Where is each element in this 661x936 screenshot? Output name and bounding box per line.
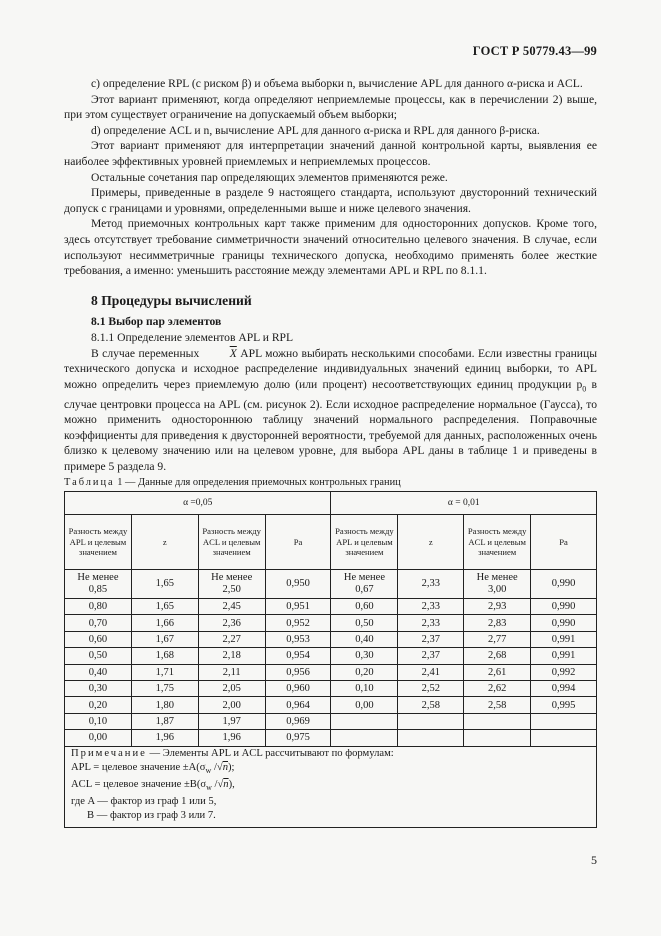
table-cell: 1,65 (131, 570, 198, 599)
table-cell: 0,960 (265, 680, 331, 696)
table-cell: 0,952 (265, 615, 331, 631)
table-cell: 0,991 (531, 648, 597, 664)
table-cell: 1,80 (131, 697, 198, 713)
table-row (65, 680, 597, 696)
table-cell: 0,956 (265, 664, 331, 680)
formula-apl-n: n (222, 762, 228, 773)
table-cell: 0,953 (265, 631, 331, 647)
table-cell: 1,87 (131, 713, 198, 729)
table-cell: 1,75 (131, 680, 198, 696)
table-cell: 2,37 (398, 631, 464, 647)
col-diff-acl-2: Разность между ACL и целевым значением (464, 515, 531, 570)
table-cell: 2,58 (398, 697, 464, 713)
table-cell: 1,96 (198, 730, 265, 746)
table-cell: 0,40 (65, 664, 132, 680)
table-cell: 2,00 (198, 697, 265, 713)
table-cell (464, 713, 531, 729)
paragraph-case (64, 346, 597, 475)
table-cell: 1,71 (131, 664, 198, 680)
note-label: Примечание (71, 748, 147, 759)
formula-acl-end: ), (228, 779, 235, 791)
col-pa-1: Pa (265, 515, 331, 570)
table-cell: 0,50 (331, 615, 398, 631)
table-cell: 0,994 (531, 680, 597, 696)
table-body (65, 570, 597, 747)
formula-acl-n: n (223, 779, 229, 791)
table-cell: 0,990 (531, 599, 597, 615)
table-cell: 0,975 (265, 730, 331, 746)
table-cell: 2,33 (398, 615, 464, 631)
paragraph-examples: Примеры, приведенные в разделе 9 настоящего стандарта, используют двусторонний технический допуск с границами и уровнями, определенными выше и ниже целевого значения. (64, 186, 597, 215)
table-row (65, 713, 597, 729)
col-diff-apl-2: Разность между APL и целевым значением (331, 515, 398, 570)
table-cell: 0,951 (265, 599, 331, 615)
table-cell: 0,992 (531, 664, 597, 680)
table-cell: 0,20 (331, 664, 398, 680)
document-header: ГОСТ Р 50779.43—99 (472, 44, 597, 58)
table-cell: 0,50 (65, 648, 132, 664)
paragraph-d1: d) определение ACL и n, вычисление APL для данного α-риска и RPL для данного β-риска. (91, 123, 540, 137)
table-cell: 1,66 (131, 615, 198, 631)
case-text-b: APL можно выбирать несколькими способами. Если известны границы технического допуска и исходное распределение индивидуальных значений единиц выборки, то APL можно определить через приемлемую долю (или процент) несоответствующих единиц продукции p (64, 346, 597, 391)
table-cell: 0,10 (331, 680, 398, 696)
table-note (64, 742, 597, 828)
table-row (65, 697, 597, 713)
table-caption (64, 477, 401, 488)
table-cell: 1,67 (131, 631, 198, 647)
table-cell: 2,68 (464, 648, 531, 664)
table-cell: 1,65 (131, 599, 198, 615)
col-pa-2: Pa (531, 515, 597, 570)
table-cell: 0,40 (331, 631, 398, 647)
col-z-2: z (398, 515, 464, 570)
table-cell: 0,00 (331, 697, 398, 713)
table-row (65, 615, 597, 631)
table-cell: 2,27 (198, 631, 265, 647)
table-cell (331, 713, 398, 729)
paragraph-other: Остальные сочетания пар определяющих элементов применяются реже. (91, 170, 448, 184)
table-cell: 0,80 (65, 599, 132, 615)
table-cell: 0,950 (265, 570, 331, 599)
table-cell: Не менее 0,67 (331, 570, 398, 599)
table-cell: 0,60 (65, 631, 132, 647)
table-cell: 0,30 (65, 680, 132, 696)
table-cell: 0,70 (65, 615, 132, 631)
formula-acl-part: ACL = целевое значение ±B(σ (71, 779, 207, 791)
table-cell: 0,969 (265, 713, 331, 729)
table-cell (398, 713, 464, 729)
formula-apl-sub: w (205, 766, 212, 776)
table-cell: 2,37 (398, 648, 464, 664)
table-cell: 0,20 (65, 697, 132, 713)
table-cell: 1,68 (131, 648, 198, 664)
table-cell: 2,41 (398, 664, 464, 680)
col-z-1: z (131, 515, 198, 570)
table-cell: 2,18 (198, 648, 265, 664)
table-cell: 2,45 (198, 599, 265, 615)
paragraph-d2: Этот вариант применяют для интерпретации значений данной контрольной карты, выявления ее наиболее эффективных уровней приемлемых и неприемлемых процессов. (64, 139, 597, 168)
col-diff-acl-1: Разность между ACL и целевым значением (198, 515, 265, 570)
formula-apl-root: /√ (211, 762, 223, 773)
section-8-heading: 8 Процедуры вычислений (91, 292, 252, 308)
case-subscript: 0 (582, 384, 587, 393)
page-number: 5 (591, 853, 597, 867)
case-text-a: В случае переменных (91, 346, 200, 360)
paragraph-c2: Этот вариант применяют, когда определяют неприемлемые процессы, как в перечислении 2) выше, при этом существует ограничение на допускаемый объем выборки; (64, 92, 597, 122)
body-text (64, 76, 597, 475)
x-bar-symbol: $\overline{X}$ (229, 346, 237, 360)
case-text-c: в случае центровки процесса на APL (см. рисунок 2). Если исходное распределение нормальное (Гаусса), то можно применить одностороннюю таблицу значений нормального распределения. Поправочные коэффициенты для приведения к двусторонней вероятности, требуемой для данных, расположенных очень близко к целевому значению или на целевом уровне, для выбора APL даны в таблице 1 и приведены в примере 5 раздела 9. (64, 377, 597, 473)
table-cell: 2,61 (464, 664, 531, 680)
table-row (65, 570, 597, 599)
table-cell: 0,30 (331, 648, 398, 664)
formula-apl (71, 761, 590, 778)
table-cell: 2,11 (198, 664, 265, 680)
table-cell: Не менее 2,50 (198, 570, 265, 599)
table-cell (531, 713, 597, 729)
paragraph-method: Метод приемочных контрольных карт также применим для односторонних допусков. Кроме того, здесь отсутствует требование симметричности значений относительно целевого значения. В случае, если используют несимметричные границы технического допуска, необходимо применять более жесткие требования, а именно: уменьшить расстояние между элементами APL и RPL по 8.1.1. (64, 217, 597, 278)
table-cell: 0,60 (331, 599, 398, 615)
col-diff-apl-1: Разность между APL и целевым значением (65, 515, 132, 570)
note-intro (71, 747, 590, 761)
formula-acl (71, 778, 590, 795)
table-cell: Не менее 3,00 (464, 570, 531, 599)
table-cell: 2,33 (398, 570, 464, 599)
formula-apl-part: APL = целевое значение ±A(σ (71, 762, 206, 773)
table-cell: 0,00 (65, 730, 132, 746)
table-cell: 2,77 (464, 631, 531, 647)
section-8-1-1-heading: 8.1.1 Определение элементов APL и RPL (91, 330, 294, 344)
table-cell: 2,58 (464, 697, 531, 713)
table-cell: 1,96 (131, 730, 198, 746)
table-cell: 0,990 (531, 570, 597, 599)
table-cell: Не менее 0,85 (65, 570, 132, 599)
alpha-001-header: α = 0,01 (331, 492, 597, 515)
table-cell: 2,05 (198, 680, 265, 696)
table-cell: 2,33 (398, 599, 464, 615)
table-cell: 2,93 (464, 599, 531, 615)
table-cell: 0,10 (65, 713, 132, 729)
table-caption-text: 1 — Данные для определения приемочных контрольных границ (117, 477, 401, 488)
acceptance-table (64, 491, 597, 747)
table-row (65, 599, 597, 615)
note-where-a: где A — фактор из граф 1 или 5, (71, 796, 217, 808)
table-cell: 2,36 (198, 615, 265, 631)
table-row (65, 631, 597, 647)
alpha-005-header: α =0,05 (65, 492, 331, 515)
table-row (65, 648, 597, 664)
table-caption-label: Таблица (64, 477, 115, 488)
table-row (65, 664, 597, 680)
table-cell: 0,990 (531, 615, 597, 631)
paragraph-c1: c) определение RPL (с риском β) и объема выборки n, вычисление APL для данного α-риска и ACL. (91, 77, 583, 90)
section-8-1-heading: 8.1 Выбор пар элементов (91, 315, 222, 329)
formula-apl-end: ); (228, 762, 235, 773)
formula-acl-sub: w (206, 783, 212, 793)
table-cell: 1,97 (198, 713, 265, 729)
table-cell: 0,991 (531, 631, 597, 647)
table-cell: 0,964 (265, 697, 331, 713)
note-where-b: B — фактор из граф 3 или 7. (87, 810, 216, 822)
table-cell: 2,83 (464, 615, 531, 631)
note-intro-text: — Элементы APL и ACL рассчитывают по формулам: (146, 748, 394, 759)
formula-acl-root: /√ (211, 779, 224, 791)
table-cell: 0,954 (265, 648, 331, 664)
table-cell: 0,995 (531, 697, 597, 713)
table-cell: 2,62 (464, 680, 531, 696)
table-cell: 2,52 (398, 680, 464, 696)
